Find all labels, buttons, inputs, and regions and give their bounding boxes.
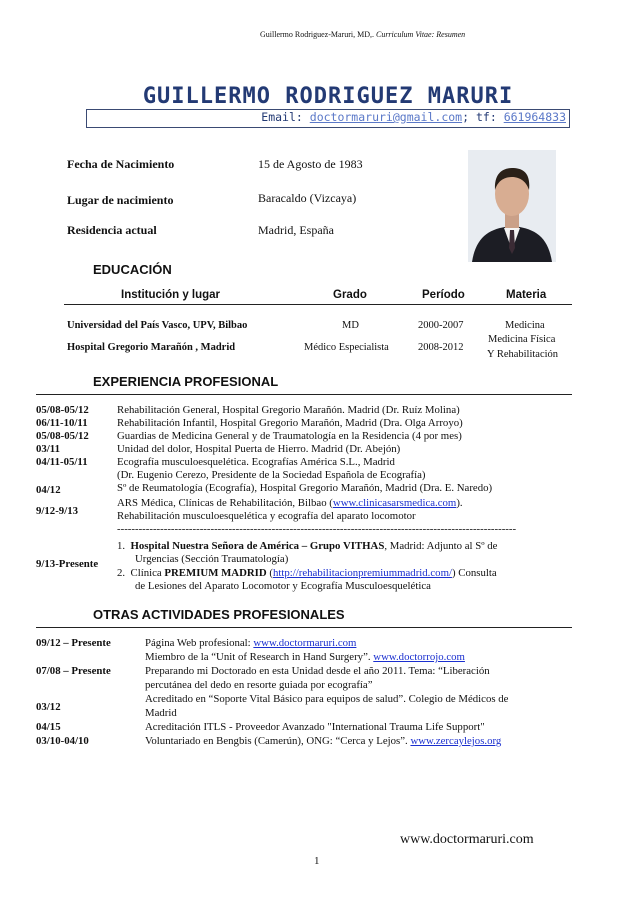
other-date-3: 07/08 – Presente: [36, 665, 111, 677]
header-doc-title: Curriculum Vitae: Resumen: [375, 30, 466, 39]
exp-date-3: 05/08-05/12: [36, 430, 89, 442]
exp-current-2-line2: de Lesiones del Aparato Locomotor y Ecografía Musculoesquelética: [135, 580, 431, 592]
education-heading: EDUCACIÓN: [93, 262, 172, 277]
exp-text-7: Sº de Reumatología (Ecografía), Hospital Gregorio Marañón, Madrid (Dra. E. Naredo): [117, 482, 493, 494]
other-text-7: Acreditación ITLS - Proveedor Avanzado "International Trauma Life Support": [145, 721, 485, 733]
experience-heading: EXPERIENCIA PROFESIONAL: [93, 374, 279, 389]
col-degree: Grado: [333, 289, 367, 301]
other-text-4: percutánea del dedo en resorte guiada por ecografía”: [145, 679, 373, 691]
exp-date-7: 04/12: [36, 484, 61, 496]
phone-link[interactable]: 661964833: [503, 110, 566, 124]
exp-date-2: 06/11-10/11: [36, 417, 88, 429]
exp-current-date: 9/13-Presente: [36, 558, 99, 570]
edu-row-1-inst: Universidad del País Vasco, UPV, Bilbao: [67, 320, 248, 331]
exp-text-5: Ecografía musculoesquelética. Ecografías América S.L., Madrid: [117, 456, 395, 468]
exp-text-1: Rehabilitación General, Hospital Gregorio Marañón. Madrid (Dr. Ruíz Molina): [117, 404, 460, 416]
edu-row-1-period: 2000-2007: [418, 320, 464, 331]
other-date-7: 04/15: [36, 721, 61, 733]
doctormaruri-link[interactable]: www.doctormaruri.com: [253, 637, 357, 649]
email-link[interactable]: doctormaruri@gmail.com: [309, 110, 463, 124]
footer-website: www.doctormaruri.com: [400, 832, 534, 847]
exp-date-8: 9/12-9/13: [36, 505, 78, 517]
exp-current-1: 1. Hospital Nuestra Señora de América – Grupo VITHAS, Madrid: Adjunto al Sº de: [117, 540, 498, 552]
other-heading: OTRAS ACTIVIDADES PROFESIONALES: [93, 607, 345, 622]
header-author: Guillermo Rodriguez-Maruri, MD,.: [260, 30, 374, 39]
exp-text-3: Guardias de Medicina General y de Traumatología en la Residencia (4 por mes): [117, 430, 462, 442]
profile-photo: [468, 150, 556, 262]
edu-row-2-subject: Medicina Física: [488, 334, 556, 345]
exp-text-9: Rehabilitación musculoesquelética y ecografía del aparato locomotor: [117, 510, 416, 522]
residence-value: Madrid, España: [258, 223, 334, 237]
other-rule: [36, 627, 572, 628]
residence-label: Residencia actual: [67, 223, 157, 237]
birthdate-value: 15 de Agosto de 1983: [258, 157, 363, 171]
other-text-5: Acreditado en “Soporte Vital Básico para equipos de salud”. Colegio de Médicos de: [145, 693, 509, 705]
exp-dash-separator: ---------------------------------------------------------------------------------------------------------------: [117, 523, 517, 535]
other-text-2: Miembro de la “Unit of Research in Hand Surgery”. www.doctorrojo.com: [145, 651, 465, 663]
edu-row-2-subject-2: Y Rehabilitación: [487, 349, 559, 360]
exp-text-8: ARS Médica, Clínicas de Rehabilitación, Bilbao (www.clinicasarsmedica.com).: [117, 497, 463, 509]
exp-text-2: Rehabilitación Infantil, Hospital Gregorio Marañón, Madrid (Dra. Olga Arroyo): [117, 417, 463, 429]
other-text-6: Madrid: [145, 707, 177, 719]
birthdate-label: Fecha de Nacimiento: [67, 157, 175, 171]
edu-row-1-subject: Medicina: [505, 320, 545, 331]
exp-current-2: 2. Clínica PREMIUM MADRID (http://rehabilitacionpremiummadrid.com/) Consulta: [117, 567, 497, 579]
premium-madrid-link[interactable]: http://rehabilitacionpremiummadrid.com/: [272, 567, 452, 579]
col-subject: Materia: [506, 289, 547, 301]
other-date-8: 03/10-04/10: [36, 735, 89, 747]
zercaylejos-link[interactable]: www.zercaylejos.org: [410, 735, 502, 747]
contact-line: Email: doctormaruri@gmail.com; tf: 661964833: [261, 110, 566, 124]
edu-row-1-degree: MD: [342, 320, 359, 331]
cv-name: GUILLERMO RODRIGUEZ MARURI: [142, 84, 514, 109]
col-period: Período: [422, 289, 465, 301]
exp-text-4: Unidad del dolor, Hospital Puerta de Hierro. Madrid (Dr. Abejón): [117, 443, 401, 455]
doctorrojo-link[interactable]: www.doctorrojo.com: [373, 651, 465, 663]
page-number: 1: [314, 855, 320, 867]
other-date-5: 03/12: [36, 701, 61, 713]
birthplace-value: Baracaldo (Vizcaya): [258, 191, 357, 205]
exp-date-1: 05/08-05/12: [36, 404, 89, 416]
birthplace-label: Lugar de nacimiento: [67, 193, 174, 207]
edu-row-2-period: 2008-2012: [418, 342, 464, 353]
exp-text-6: (Dr. Eugenio Cerezo, Presidente de la Sociedad Española de Ecografía): [117, 469, 426, 481]
other-text-1: Página Web profesional: www.doctormaruri.com: [145, 637, 357, 649]
running-header: [260, 30, 590, 39]
other-text-8: Voluntariado en Bengbis (Camerún), ONG: “Cerca y Lejos”. www.zercaylejos.org: [145, 735, 502, 747]
col-institution: Institución y lugar: [121, 289, 221, 301]
experience-rule: [36, 394, 572, 395]
other-text-3: Preparando mi Doctorado en esta Unidad desde el año 2011. Tema: “Liberación: [145, 665, 490, 677]
other-date-1: 09/12 – Presente: [36, 637, 111, 649]
exp-date-4: 03/11: [36, 443, 60, 455]
edu-row-2-inst: Hospital Gregorio Marañón , Madrid: [67, 342, 236, 353]
ars-medica-link[interactable]: www.clinicasarsmedica.com: [332, 497, 457, 509]
education-rule: [64, 304, 572, 305]
exp-current-1-line2: Urgencias (Sección Traumatología): [135, 553, 289, 565]
edu-row-2-degree: Médico Especialista: [304, 342, 389, 353]
exp-date-5: 04/11-05/11: [36, 456, 88, 468]
